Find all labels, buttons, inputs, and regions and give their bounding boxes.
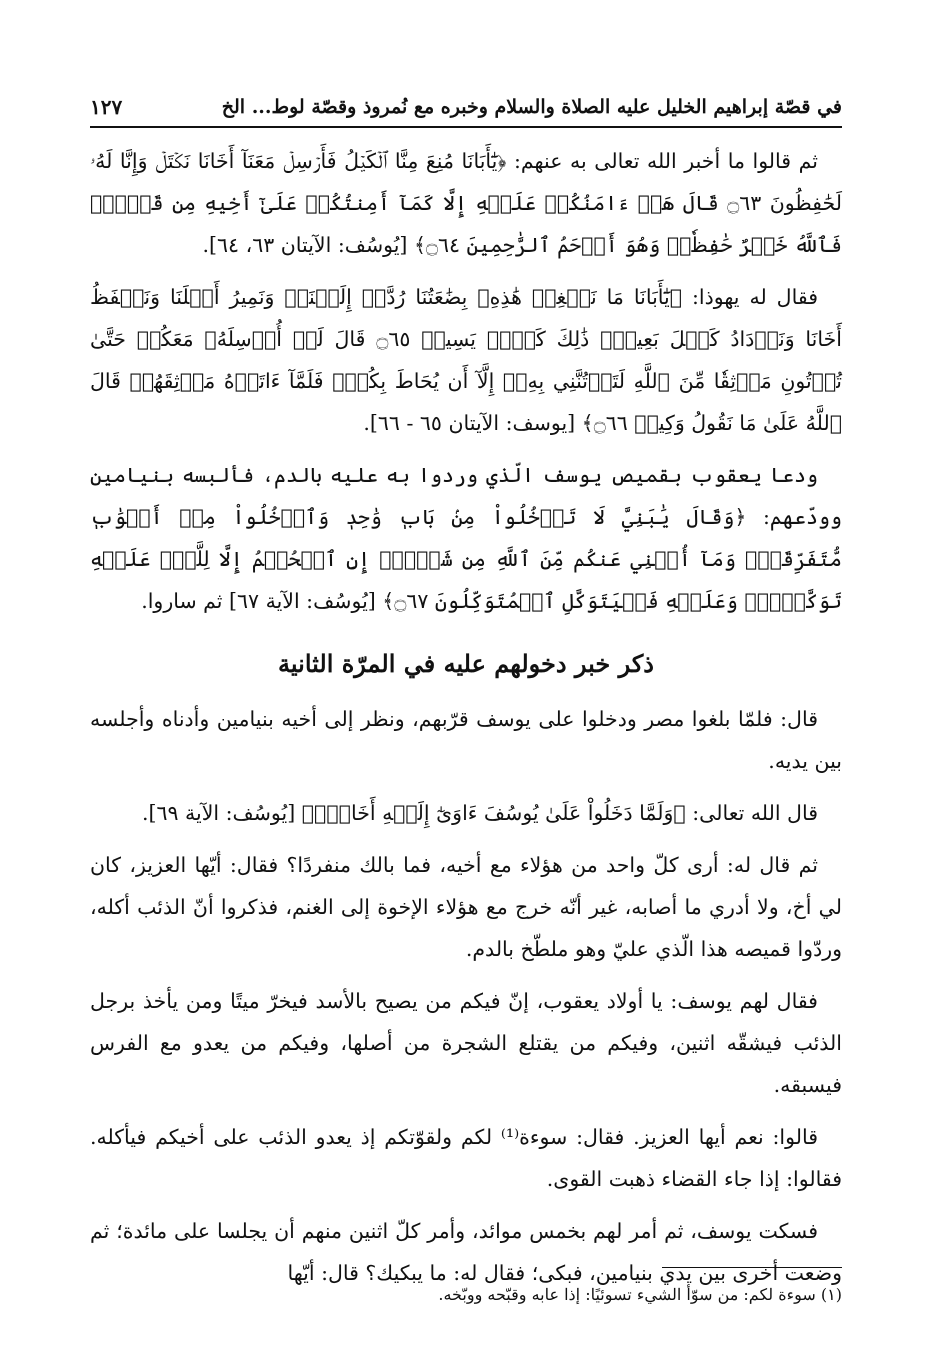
section-heading: ذكر خبر دخولهم عليه في المرّة الثانية bbox=[278, 649, 654, 678]
paragraph: ثم قالوا ما أخبر الله تعالى به عنهم: ﴿يَٰٓأَبَانَا مُنِعَ مِنَّا ٱلۡكَيۡلُ فَأَرۡسِلۡ مَعَنَآ أَخَانَا نَكۡتَلۡ وَإِنَّا لَهُۥ لَحَٰفِظُونَ ۝٦٣ قَالَ هَلۡ ءَامَنُكُمۡ عَلَيۡهِ إِلَّا كَمَآ أَمِنتُكُمۡ عَلَىٰٓ أَخِيهِ مِن قَبۡلُۖ فَٱللَّهُ خَيۡرٌ حَٰفِظٗاۖ وَهُوَ أَرۡحَمُ ٱلرَّٰحِمِينَ ۝٦٤﴾ [يُوسُف: الآيتان ٦٣، ٦٤]. bbox=[90, 149, 843, 257]
paragraph: فسكت يوسف، ثم أمر لهم بخمس موائد، وأمر كلّ اثنين منهم أن يجلسا على مائدة؛ ثم وضعت أخرى بين يدي بنيامين، فبكى؛ فقال له: ما يبكيك؟ قال: أيّها bbox=[90, 1219, 842, 1285]
running-title: في قصّة إبراهيم الخليل عليه الصلاة والسلام وخبره مع نُمروذ وقصّة لوط... الخ bbox=[221, 96, 842, 118]
paragraph: ثم قال له: أرى كلّ واحد من هؤلاء مع أخيه، فما بالك منفردًا؟ فقال: أيّها العزيز، كان لي أخ، ولا أدري ما أصابه، غير أنّه خرج مع هؤلاء الإخوة إلى الغنم، فذكروا أنّ الذئب أكله، وردّوا قميصه هذا الّذي عليّ وهو ملطّخ بالدم. bbox=[90, 853, 842, 961]
footnote: (١) سوءة لكم: من سوّأ الشيء تسوئيًا: إذا عابه وقبّحه ووبّخه. bbox=[438, 1285, 842, 1304]
paragraph: فقال له يهوذا: ﴿يَٰٓأَبَانَا مَا نَبۡغِيۖ هَٰذِهِۦ بِضَٰعَتُنَا رُدَّتۡ إِلَيۡنَاۖ وَنَمِيرُ أَهۡلَنَا وَنَحۡفَظُ أَخَانَا وَنَزۡدَادُ كَيۡلَ بَعِيرٖۖ ذَٰلِكَ كَيۡلٞ يَسِيرٞ ۝٦٥ قَالَ لَنۡ أُرۡسِلَهُۥ مَعَكُمۡ حَتَّىٰ تُؤۡتُونِ مَوۡثِقٗا مِّنَ ٱللَّهِ لَتَأۡتُنَّنِي بِهِۦٓ إِلَّآ أَن يُحَاطَ بِكُمۡۖ فَلَمَّآ ءَاتَوۡهُ مَوۡثِقَهُمۡ قَالَ ٱللَّهُ عَلَىٰ مَا نَقُولُ وَكِيلٞ ۝٦٦﴾ [يوسف: الآيتان ٦٥ - ٦٦]. bbox=[90, 285, 843, 435]
paragraph: قال: فلمّا بلغوا مصر ودخلوا على يوسف قرّبهم، ونظر إلى أخيه بنيامين وأدناه وأجلسه بين يديه. bbox=[90, 707, 842, 773]
book-page bbox=[90, 70, 842, 1360]
paragraph: قال الله تعالى: ﴿وَلَمَّا دَخَلُواْ عَلَىٰ يُوسُفَ ءَاوَىٰٓ إِلَيۡهِ أَخَاهُۖ﴾ [يُوسُف: الآية ٦٩]. bbox=[141, 801, 818, 825]
page-number: ١٢٧ bbox=[90, 95, 123, 119]
paragraph: ودعا يعقوب بقميص يوسف الّذي وردوا به عليه بالدم، فألبسه بنيامين وودّعهم: ﴿وَقَالَ يَٰبَنِيَّ لَا تَدۡخُلُواْ مِنۢ بَابٖ وَٰحِدٖ وَٱدۡخُلُواْ مِنۡ أَبۡوَٰبٖ مُّتَفَرِّقَةٖۖ وَمَآ أُغۡنِي عَنكُم مِّنَ ٱللَّهِ مِن شَيۡءٍۖ إِنِ ٱلۡحُكۡمُ إِلَّا لِلَّهِۖ عَلَيۡهِ تَوَكَّلۡتُۖ وَعَلَيۡهِ فَلۡيَتَوَكَّلِ ٱلۡمُتَوَكِّلُونَ ۝٦٧﴾ [يُوسُف: الآية ٦٧] ثم ساروا. bbox=[90, 463, 842, 613]
page-body bbox=[90, 140, 842, 1304]
paragraph: قالوا: نعم أيها العزيز. فقال: سوءة⁽¹⁾ لكم ولقوّتكم إذ يعدو الذئب على أخيكم فيأكله. فقالوا: إذا جاء القضاء ذهبت القوى. bbox=[90, 1125, 842, 1191]
header-rule bbox=[90, 126, 842, 128]
page-header bbox=[90, 88, 842, 126]
footnote-rule bbox=[662, 1267, 842, 1268]
paragraph: فقال لهم يوسف: يا أولاد يعقوب، إنّ فيكم من يصيح بالأسد فيخرّ ميتًا ومن يأخذ برجل الذئب فيشقّه اثنين، وفيكم من يقتلع الشجرة من أصلها، وفيكم من يعدو مع الفرس فيسبقه. bbox=[90, 989, 842, 1097]
